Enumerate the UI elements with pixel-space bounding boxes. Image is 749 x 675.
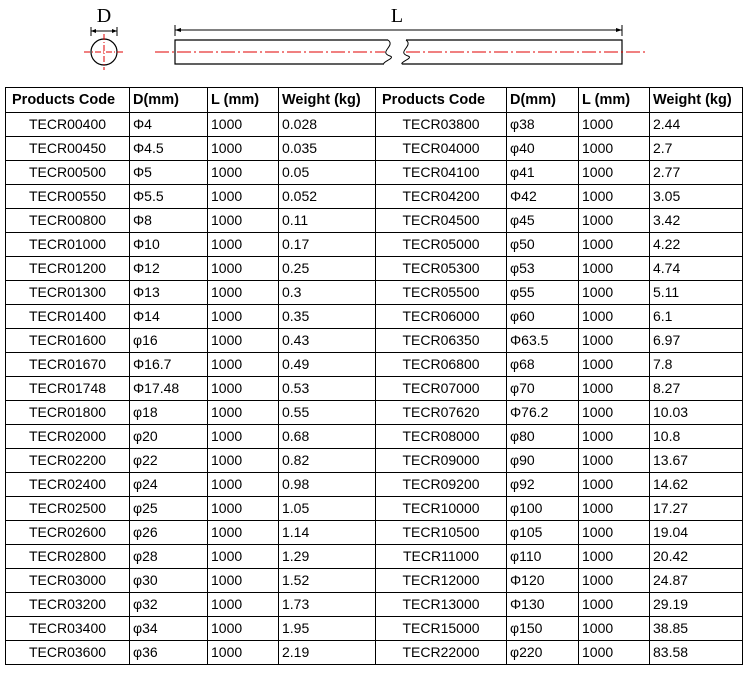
cell-length: 1000 <box>579 233 650 257</box>
cell-diameter: φ100 <box>507 497 579 521</box>
cell-diameter: φ90 <box>507 449 579 473</box>
cell-length: 1000 <box>208 353 279 377</box>
cell-products-code: TECR06800 <box>376 353 507 377</box>
length-label: L <box>390 5 404 27</box>
cell-diameter: φ105 <box>507 521 579 545</box>
cell-diameter: Φ4.5 <box>130 137 208 161</box>
cell-length: 1000 <box>579 425 650 449</box>
cell-weight: 0.49 <box>279 353 376 377</box>
cell-diameter: φ55 <box>507 281 579 305</box>
cell-weight: 3.42 <box>650 209 743 233</box>
table-row <box>6 593 743 617</box>
cell-products-code: TECR13000 <box>376 593 507 617</box>
cell-weight: 83.58 <box>650 641 743 665</box>
cell-diameter: φ80 <box>507 425 579 449</box>
cell-length: 1000 <box>579 545 650 569</box>
cell-products-code: TECR01670 <box>6 353 130 377</box>
cell-diameter: φ36 <box>130 641 208 665</box>
cell-diameter: φ41 <box>507 161 579 185</box>
cell-products-code: TECR10500 <box>376 521 507 545</box>
cell-diameter: Φ4 <box>130 113 208 137</box>
cell-weight: 0.3 <box>279 281 376 305</box>
cell-products-code: TECR10000 <box>376 497 507 521</box>
cell-diameter: φ70 <box>507 377 579 401</box>
cell-weight: 1.05 <box>279 497 376 521</box>
cell-length: 1000 <box>579 185 650 209</box>
cell-products-code: TECR09000 <box>376 449 507 473</box>
table-row <box>6 497 743 521</box>
cell-products-code: TECR01800 <box>6 401 130 425</box>
table-body <box>6 113 743 665</box>
cell-weight: 4.22 <box>650 233 743 257</box>
cell-products-code: TECR02800 <box>6 545 130 569</box>
cell-length: 1000 <box>208 281 279 305</box>
cell-length: 1000 <box>208 521 279 545</box>
table-row <box>6 521 743 545</box>
cell-weight: 0.82 <box>279 449 376 473</box>
cell-products-code: TECR01300 <box>6 281 130 305</box>
table-row <box>6 545 743 569</box>
cell-length: 1000 <box>579 209 650 233</box>
cell-diameter: Φ17.48 <box>130 377 208 401</box>
cell-products-code: TECR06350 <box>376 329 507 353</box>
cell-diameter: Φ12 <box>130 257 208 281</box>
cell-weight: 14.62 <box>650 473 743 497</box>
cell-products-code: TECR00450 <box>6 137 130 161</box>
cell-products-code: TECR01600 <box>6 329 130 353</box>
cell-diameter: φ45 <box>507 209 579 233</box>
table-row <box>6 305 743 329</box>
table-header-row <box>6 88 743 113</box>
cell-weight: 0.53 <box>279 377 376 401</box>
cell-weight: 4.74 <box>650 257 743 281</box>
cell-diameter: φ28 <box>130 545 208 569</box>
table-row <box>6 569 743 593</box>
header-length: L (mm) <box>208 88 279 113</box>
header-diameter: D(mm) <box>507 88 579 113</box>
cell-weight: 5.11 <box>650 281 743 305</box>
cell-diameter: φ40 <box>507 137 579 161</box>
cell-weight: 2.7 <box>650 137 743 161</box>
cell-weight: 6.97 <box>650 329 743 353</box>
table-row <box>6 233 743 257</box>
cell-products-code: TECR01000 <box>6 233 130 257</box>
cell-diameter: φ22 <box>130 449 208 473</box>
cell-products-code: TECR07000 <box>376 377 507 401</box>
cell-length: 1000 <box>208 449 279 473</box>
cell-weight: 38.85 <box>650 617 743 641</box>
cell-diameter: Φ16.7 <box>130 353 208 377</box>
cell-diameter: φ26 <box>130 521 208 545</box>
cell-length: 1000 <box>579 569 650 593</box>
cell-weight: 8.27 <box>650 377 743 401</box>
cell-weight: 17.27 <box>650 497 743 521</box>
cell-products-code: TECR00800 <box>6 209 130 233</box>
cell-weight: 19.04 <box>650 521 743 545</box>
cell-products-code: TECR04500 <box>376 209 507 233</box>
cell-length: 1000 <box>208 113 279 137</box>
cell-length: 1000 <box>579 641 650 665</box>
table-row <box>6 401 743 425</box>
cell-length: 1000 <box>579 113 650 137</box>
cell-products-code: TECR09200 <box>376 473 507 497</box>
cell-diameter: Φ14 <box>130 305 208 329</box>
cell-diameter: Φ42 <box>507 185 579 209</box>
cell-diameter: Φ10 <box>130 233 208 257</box>
cell-products-code: TECR03000 <box>6 569 130 593</box>
cell-products-code: TECR02400 <box>6 473 130 497</box>
cell-weight: 24.87 <box>650 569 743 593</box>
cell-diameter: φ50 <box>507 233 579 257</box>
cell-weight: 0.17 <box>279 233 376 257</box>
rod-dimension-diagram <box>0 0 749 86</box>
cell-weight: 1.14 <box>279 521 376 545</box>
cell-length: 1000 <box>208 137 279 161</box>
table-row <box>6 425 743 449</box>
cell-diameter: φ220 <box>507 641 579 665</box>
cell-weight: 2.19 <box>279 641 376 665</box>
cell-products-code: TECR00550 <box>6 185 130 209</box>
table-row <box>6 473 743 497</box>
rod-side-view <box>155 5 645 64</box>
table-row <box>6 137 743 161</box>
cell-products-code: TECR01200 <box>6 257 130 281</box>
cell-diameter: φ110 <box>507 545 579 569</box>
cell-products-code: TECR02200 <box>6 449 130 473</box>
cell-diameter: Φ130 <box>507 593 579 617</box>
cell-weight: 2.77 <box>650 161 743 185</box>
cell-products-code: TECR12000 <box>376 569 507 593</box>
cell-weight: 2.44 <box>650 113 743 137</box>
cell-diameter: φ60 <box>507 305 579 329</box>
cell-weight: 10.03 <box>650 401 743 425</box>
cell-products-code: TECR05500 <box>376 281 507 305</box>
cell-length: 1000 <box>579 257 650 281</box>
cell-weight: 0.028 <box>279 113 376 137</box>
cell-products-code: TECR02600 <box>6 521 130 545</box>
cell-diameter: Φ5 <box>130 161 208 185</box>
cell-diameter: φ53 <box>507 257 579 281</box>
cell-diameter: φ38 <box>507 113 579 137</box>
cell-length: 1000 <box>208 161 279 185</box>
cell-length: 1000 <box>579 401 650 425</box>
cell-weight: 29.19 <box>650 593 743 617</box>
cell-diameter: Φ5.5 <box>130 185 208 209</box>
table-row <box>6 617 743 641</box>
cell-length: 1000 <box>208 329 279 353</box>
cell-length: 1000 <box>208 305 279 329</box>
cell-weight: 0.55 <box>279 401 376 425</box>
table-row <box>6 161 743 185</box>
cell-length: 1000 <box>579 329 650 353</box>
header-products-code: Products Code <box>376 88 507 113</box>
cell-products-code: TECR02500 <box>6 497 130 521</box>
cell-weight: 0.11 <box>279 209 376 233</box>
cell-length: 1000 <box>579 305 650 329</box>
cell-weight: 0.052 <box>279 185 376 209</box>
cell-diameter: φ24 <box>130 473 208 497</box>
cell-diameter: Φ76.2 <box>507 401 579 425</box>
table-row <box>6 281 743 305</box>
header-diameter: D(mm) <box>130 88 208 113</box>
cell-length: 1000 <box>579 497 650 521</box>
cell-diameter: φ20 <box>130 425 208 449</box>
cell-length: 1000 <box>208 497 279 521</box>
cell-products-code: TECR02000 <box>6 425 130 449</box>
cell-length: 1000 <box>208 257 279 281</box>
cell-length: 1000 <box>579 593 650 617</box>
cell-weight: 0.98 <box>279 473 376 497</box>
cell-length: 1000 <box>208 593 279 617</box>
product-spec-table <box>5 87 743 665</box>
cell-products-code: TECR04200 <box>376 185 507 209</box>
cell-products-code: TECR01400 <box>6 305 130 329</box>
cell-length: 1000 <box>208 569 279 593</box>
cell-diameter: φ34 <box>130 617 208 641</box>
rod-end-view <box>84 5 124 70</box>
cell-diameter: Φ13 <box>130 281 208 305</box>
table-row <box>6 641 743 665</box>
header-weight: Weight (kg) <box>650 88 743 113</box>
cell-length: 1000 <box>208 377 279 401</box>
cell-weight: 0.035 <box>279 137 376 161</box>
table-row <box>6 449 743 473</box>
cell-weight: 13.67 <box>650 449 743 473</box>
cell-products-code: TECR00500 <box>6 161 130 185</box>
cell-length: 1000 <box>208 641 279 665</box>
cell-length: 1000 <box>208 545 279 569</box>
cell-products-code: TECR07620 <box>376 401 507 425</box>
cell-diameter: Φ120 <box>507 569 579 593</box>
cell-length: 1000 <box>579 353 650 377</box>
cell-length: 1000 <box>579 617 650 641</box>
cell-products-code: TECR22000 <box>376 641 507 665</box>
cell-products-code: TECR04100 <box>376 161 507 185</box>
table-row <box>6 257 743 281</box>
cell-products-code: TECR03800 <box>376 113 507 137</box>
cell-weight: 10.8 <box>650 425 743 449</box>
table-row <box>6 329 743 353</box>
cell-diameter: φ68 <box>507 353 579 377</box>
cell-diameter: φ32 <box>130 593 208 617</box>
cell-weight: 0.25 <box>279 257 376 281</box>
cell-length: 1000 <box>208 185 279 209</box>
cell-products-code: TECR04000 <box>376 137 507 161</box>
cell-weight: 1.29 <box>279 545 376 569</box>
cell-weight: 0.68 <box>279 425 376 449</box>
cell-weight: 20.42 <box>650 545 743 569</box>
cell-length: 1000 <box>208 473 279 497</box>
cell-products-code: TECR03400 <box>6 617 130 641</box>
cell-diameter: Φ8 <box>130 209 208 233</box>
cell-length: 1000 <box>208 233 279 257</box>
cell-weight: 3.05 <box>650 185 743 209</box>
cell-weight: 1.52 <box>279 569 376 593</box>
table-row <box>6 209 743 233</box>
cell-products-code: TECR08000 <box>376 425 507 449</box>
cell-weight: 1.73 <box>279 593 376 617</box>
table-row <box>6 377 743 401</box>
cell-diameter: φ18 <box>130 401 208 425</box>
cell-weight: 0.35 <box>279 305 376 329</box>
cell-products-code: TECR03200 <box>6 593 130 617</box>
cell-length: 1000 <box>208 209 279 233</box>
cell-length: 1000 <box>208 425 279 449</box>
table-row <box>6 353 743 377</box>
cell-diameter: φ16 <box>130 329 208 353</box>
cell-products-code: TECR00400 <box>6 113 130 137</box>
cell-weight: 7.8 <box>650 353 743 377</box>
header-weight: Weight (kg) <box>279 88 376 113</box>
header-length: L (mm) <box>579 88 650 113</box>
cell-weight: 0.43 <box>279 329 376 353</box>
cell-products-code: TECR05300 <box>376 257 507 281</box>
cell-length: 1000 <box>579 521 650 545</box>
cell-length: 1000 <box>579 473 650 497</box>
cell-products-code: TECR11000 <box>376 545 507 569</box>
cell-weight: 6.1 <box>650 305 743 329</box>
cell-weight: 0.05 <box>279 161 376 185</box>
header-products-code: Products Code <box>6 88 130 113</box>
cell-diameter: φ92 <box>507 473 579 497</box>
cell-products-code: TECR06000 <box>376 305 507 329</box>
cell-length: 1000 <box>579 161 650 185</box>
cell-length: 1000 <box>579 377 650 401</box>
table-row <box>6 185 743 209</box>
cell-products-code: TECR05000 <box>376 233 507 257</box>
diameter-label: D <box>96 5 112 27</box>
table-row <box>6 113 743 137</box>
cell-length: 1000 <box>208 401 279 425</box>
cell-diameter: φ150 <box>507 617 579 641</box>
cell-diameter: Φ63.5 <box>507 329 579 353</box>
cell-diameter: φ30 <box>130 569 208 593</box>
cell-weight: 1.95 <box>279 617 376 641</box>
cell-length: 1000 <box>208 617 279 641</box>
cell-length: 1000 <box>579 137 650 161</box>
cell-diameter: φ25 <box>130 497 208 521</box>
cell-length: 1000 <box>579 449 650 473</box>
cell-products-code: TECR15000 <box>376 617 507 641</box>
cell-length: 1000 <box>579 281 650 305</box>
cell-products-code: TECR01748 <box>6 377 130 401</box>
cell-products-code: TECR03600 <box>6 641 130 665</box>
